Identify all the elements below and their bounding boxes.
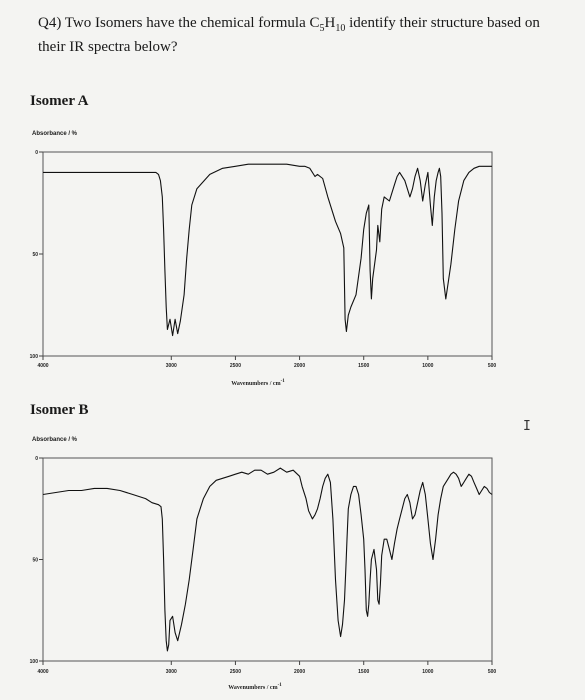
isomer-a-ylabel: Absorbance / % [32,131,78,137]
x-tick-label: 500 [487,363,497,369]
isomer-b-title: Isomer B [30,402,89,418]
x-tick-label: 4000 [37,363,49,369]
x-tick-label: 4000 [37,669,49,675]
x-axis-label: Wavenumbers / $cm^{-1}$ [228,683,282,691]
y-tick-label: 0 [35,456,38,462]
y-tick-label: 100 [29,659,38,665]
spectrum-line [43,468,492,651]
x-tick-label: 2500 [229,669,241,675]
text-cursor-icon: I [523,419,531,434]
x-tick-label: 2500 [229,363,241,369]
x-tick-label: 3000 [165,669,177,675]
y-tick-label: 0 [35,150,38,156]
question-line-1: Q4) Two Isomers have the chemical formula $C_5H_{10}$ identify their structure based on [38,15,540,34]
x-tick-label: 1000 [422,669,434,675]
chemical-formula: $C_5H_{10}$ [309,15,346,34]
isomer-a-title: Isomer A [30,93,89,109]
x-tick-label: 2000 [294,363,306,369]
y-tick-label: 50 [32,557,38,564]
x-axis-label: Wavenumbers / $cm^{-1}$ [231,379,285,387]
y-tick-label: 100 [29,354,38,360]
isomer-b-ylabel: Absorbance / % [32,437,78,443]
question-line-2: their IR spectra below? [38,39,178,55]
x-tick-label: 500 [487,669,497,675]
x-tick-label: 2000 [294,669,306,675]
x-tick-label: 3000 [165,363,177,369]
x-tick-label: 1500 [358,669,370,675]
y-tick-label: 50 [32,252,38,258]
x-tick-label: 1000 [422,363,434,369]
x-tick-label: 1500 [358,363,370,369]
